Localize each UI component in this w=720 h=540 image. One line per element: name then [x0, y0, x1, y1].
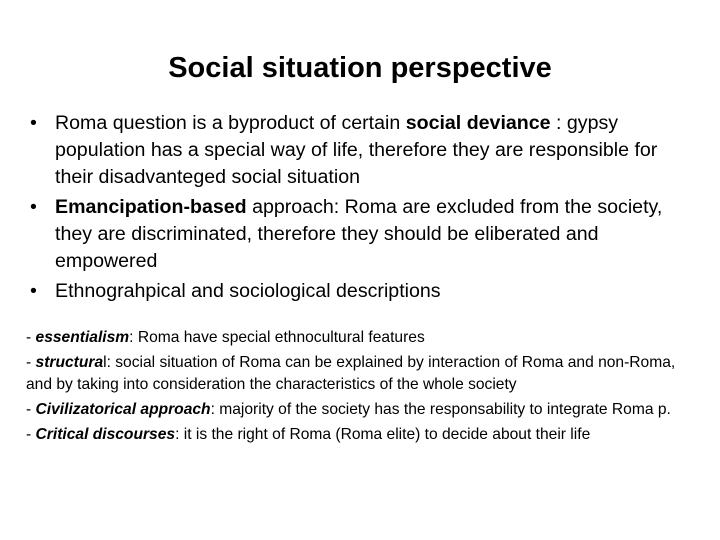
subpoint-term: structura: [35, 354, 104, 371]
subpoint-term-tail: l: [103, 354, 107, 371]
bullet-item: [30, 194, 690, 275]
subpoint-dash: -: [26, 401, 36, 418]
subpoint: [26, 399, 696, 421]
subpoint-text: : it is the right of Roma (Roma elite) to decide about their life: [175, 426, 591, 443]
bullet-bold-text: social deviance: [405, 112, 551, 134]
subpoint-dash: -: [26, 354, 36, 371]
subpoint-text: : Roma have special ethnocultural features: [129, 329, 425, 346]
subpoint: [26, 327, 696, 349]
bullet-item: [30, 110, 690, 191]
bullet-bold-text: Emancipation-based: [55, 196, 247, 218]
bullet-text: approach: Roma are excluded from the society, they are discriminated, therefore they should be eliberated and empowered: [55, 196, 663, 272]
subpoint-term: essentialism: [35, 329, 130, 346]
bullet-text: : gypsy population has a special way of life, therefore they are responsible for their disadvanteged social situation: [55, 112, 658, 188]
subpoint-dash: -: [26, 426, 36, 443]
subpoint: [26, 352, 696, 396]
subpoint-text: : social situation of Roma can be explained by interaction of Roma and non-Roma, and by taking into consideration the characteristics of the whole society: [26, 354, 676, 393]
subpoint-text: : majority of the society has the responsability to integrate Roma p.: [210, 401, 671, 418]
bullet-dot: •: [30, 196, 37, 218]
subpoint: [26, 424, 696, 446]
subpoint-dash: -: [26, 329, 36, 346]
bullet-dot: •: [30, 112, 37, 134]
bullet-text: Ethnograhpical and sociological descriptions: [55, 280, 441, 302]
subpoint-list: [26, 327, 696, 449]
bullet-dot: •: [30, 280, 37, 302]
subpoint-term: Critical discourses: [35, 426, 176, 443]
bullet-text: Roma question is a byproduct of certain: [55, 112, 406, 134]
slide-title: Social situation perspective: [168, 52, 552, 84]
bullet-item: [30, 278, 690, 305]
bullet-list: [30, 110, 690, 308]
subpoint-term: Civilizatorical approach: [35, 401, 211, 418]
